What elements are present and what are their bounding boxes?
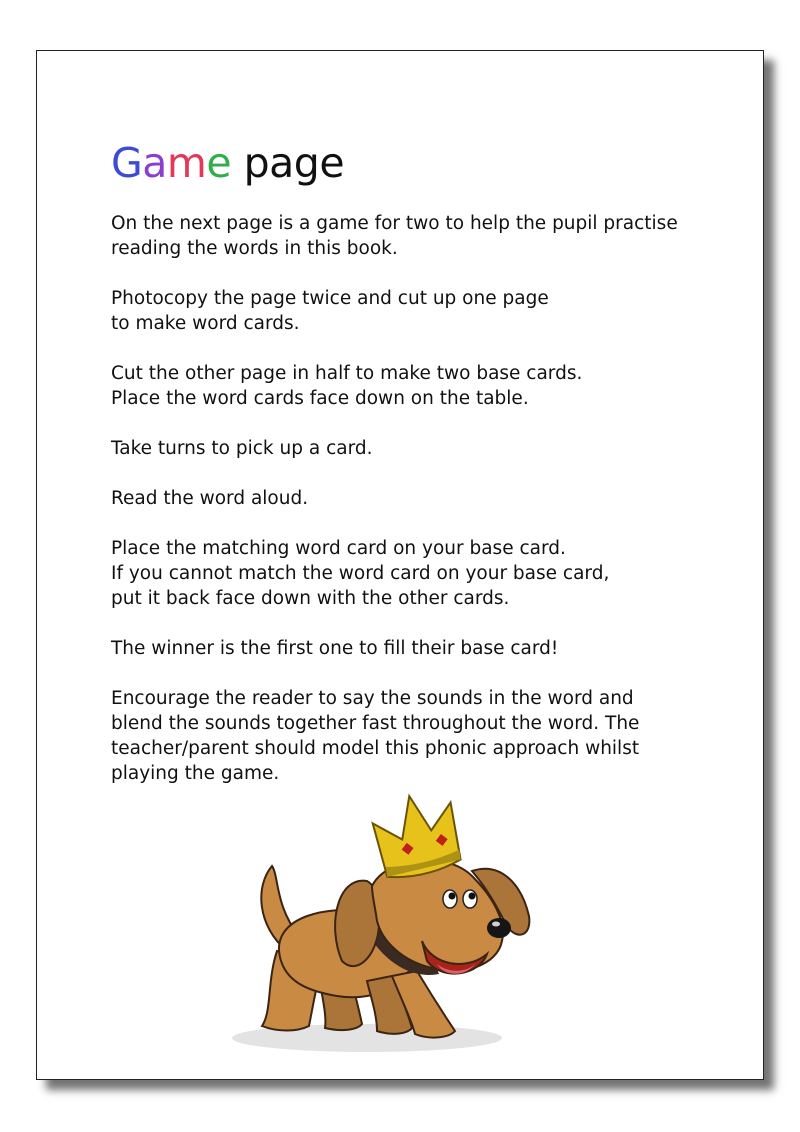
text-line: Photocopy the page twice and cut up one page xyxy=(111,288,549,309)
dog-pupil-left xyxy=(449,893,456,900)
text-line: reading the words in this book. xyxy=(111,238,398,259)
paragraph-match xyxy=(111,536,731,611)
title-colored-word xyxy=(111,139,244,187)
crowned-dog-illustration xyxy=(217,776,567,1076)
text-line: If you cannot match the word card on your base card, xyxy=(111,563,610,584)
text-line: Encourage the reader to say the sounds in the word and xyxy=(111,688,634,709)
crown xyxy=(370,790,462,880)
text-line: put it back face down with the other cards. xyxy=(111,588,510,609)
paragraph-encourage xyxy=(111,686,731,786)
text-line: playing the game. xyxy=(111,763,280,784)
document-page xyxy=(36,50,764,1080)
paragraph-cut xyxy=(111,361,731,411)
text-line: Read the word aloud. xyxy=(111,488,309,509)
paragraph-winner xyxy=(111,636,731,661)
dog-eye-left xyxy=(443,890,457,908)
title-letter-m: m xyxy=(166,139,207,187)
text-line: Take turns to pick up a card. xyxy=(111,438,373,459)
title-word: page xyxy=(243,139,345,187)
text-line: Place the word cards face down on the table. xyxy=(111,388,529,409)
text-line: On the next page is a game for two to help the pupil practise xyxy=(111,213,678,234)
instructions-text xyxy=(111,211,731,811)
title-letter-e: e xyxy=(206,139,232,187)
title-letter-g: G xyxy=(111,139,143,187)
text-line: to make word cards. xyxy=(111,313,300,334)
title-letter-a: a xyxy=(142,139,167,187)
paragraph-read xyxy=(111,486,731,511)
text-line: The winner is the first one to fill their base card! xyxy=(111,638,559,659)
dog-eye-right xyxy=(463,890,477,908)
paragraph-intro xyxy=(111,211,731,261)
dog-pupil-right xyxy=(469,893,476,900)
dog-nose xyxy=(487,918,511,938)
paragraph-turns xyxy=(111,436,731,461)
text-line: blend the sounds together fast throughout the word. The xyxy=(111,713,640,734)
text-line: Cut the other page in half to make two base cards. xyxy=(111,363,583,384)
page-title xyxy=(111,139,344,188)
dog-nose-highlight xyxy=(492,922,500,927)
text-line: teacher/parent should model this phonic approach whilst xyxy=(111,738,640,759)
paragraph-photocopy xyxy=(111,286,731,336)
text-line: Place the matching word card on your base card. xyxy=(111,538,566,559)
